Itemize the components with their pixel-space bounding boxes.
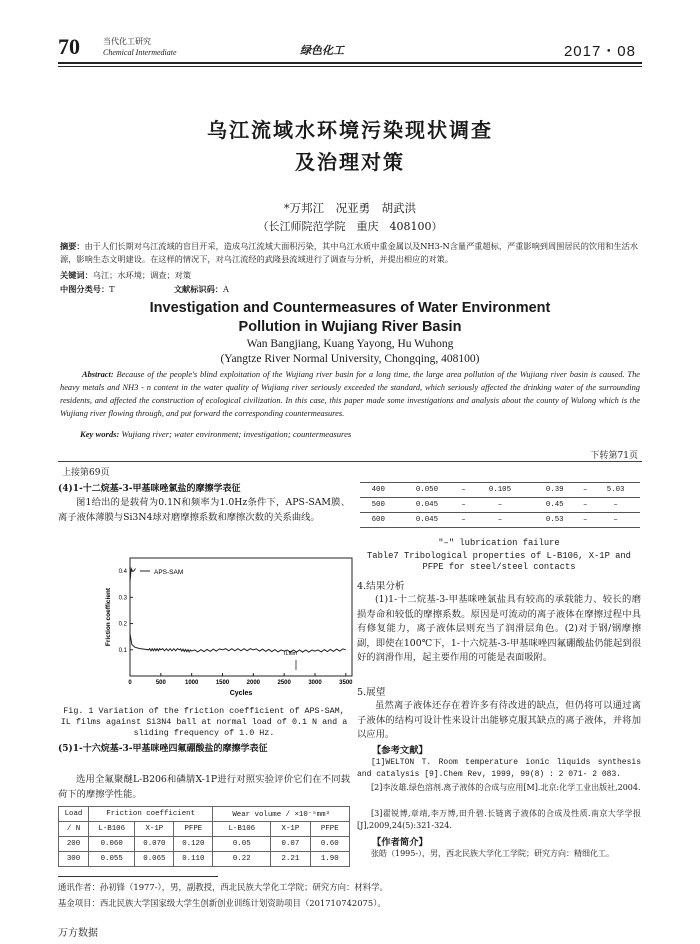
cell: – <box>470 513 531 528</box>
cell: 0.05 <box>213 837 271 852</box>
author-bio-heading: 【作者简介】 <box>372 837 428 848</box>
cell: 2.21 <box>271 852 310 867</box>
cell: 0.055 <box>89 852 135 867</box>
cell-friction-header: Friction coefficient <box>89 807 213 822</box>
abstract-en <box>60 368 640 420</box>
cell: 0.110 <box>174 852 213 867</box>
abstract-en-label: Abstract: <box>82 370 114 379</box>
page-number: 70 <box>58 34 80 59</box>
cell-sub: PFPE <box>310 822 349 837</box>
cell: 1.90 <box>310 852 349 867</box>
class-value: T <box>109 284 115 294</box>
doc-value: A <box>222 284 229 294</box>
title-en-line2: Pollution in Wujiang River Basin <box>238 319 462 335</box>
continued-next-note: 下转第71页 <box>590 451 638 461</box>
table-row <box>360 498 640 513</box>
cell-sub: L-B106 <box>89 822 135 837</box>
keywords-en-label: Key words: <box>80 429 120 439</box>
cell: – <box>457 513 469 528</box>
cell: 0.60 <box>310 837 349 852</box>
affiliation-en: (Yangtze River Normal University, Chongqing, 408100) <box>220 353 480 365</box>
cell-sub: X-1P <box>271 822 310 837</box>
journal-name-en: Chemical Intermediate <box>103 48 177 57</box>
class-label: 中图分类号： <box>60 284 110 294</box>
cell: 0.050 <box>397 483 458 498</box>
y-tick-label: 0.1 <box>118 647 127 654</box>
keywords-en <box>80 429 351 439</box>
source-watermark: 万方数据 <box>58 928 98 939</box>
x-tick-label: 0 <box>128 680 132 686</box>
cell: 0.045 <box>397 513 458 528</box>
continued-prev-note: 上接第69页 <box>62 468 110 478</box>
cell: 400 <box>360 483 397 498</box>
cell: 5.03 <box>591 483 640 498</box>
cell: 200 <box>59 837 89 852</box>
journal-name-cn: 当代化工研究 <box>103 37 151 46</box>
cell: – <box>579 513 591 528</box>
heading-5: (5)1-十六烷基-3-甲基咪唑四氟硼酸盐的摩擦学表征 <box>58 744 268 754</box>
cell: 600 <box>360 513 397 528</box>
abstract-cn <box>60 240 640 266</box>
x-tick-label: 3500 <box>339 680 353 686</box>
keywords-cn <box>60 270 191 281</box>
table-row <box>360 513 640 528</box>
cell: – <box>591 498 640 513</box>
x-tick-label: 3000 <box>308 680 322 686</box>
cell-sub: X-1P <box>135 822 174 837</box>
cell: – <box>591 513 640 528</box>
cell: 0.105 <box>470 483 531 498</box>
results-paragraph: (1)1-十二烷基-3-甲基咪唑氯盐具有较高的承载能力、较长的磨损寿命和较低的摩擦系数。原因是可流动的离子液体在摩擦过程中具有修复能力，离子液体层则充当了润滑层角色。(2)对于钢/钢摩擦副，即使在100℃下，1-十六烷基-3-甲基咪唑四氟硼酸盐仍能起到很好的润滑作用，起主要作用的可能是表面吸附。 <box>357 594 641 663</box>
fund-project: 基金项目：西北民族大学国家级大学生创新创业训练计划资助项目（201710742075）。 <box>58 898 386 908</box>
corresponding-author: 通讯作者：孙初锋（1977-），男，副教授，西北民族大学化工学院；研究方向：材料学。 <box>58 882 388 892</box>
cell-unit: / N <box>59 822 89 837</box>
header-rule <box>58 62 642 64</box>
reference-2: [2]李汝雄.绿色溶剂.离子液体的合成与应用[M].北京:化学工业出版社,2004. <box>371 783 641 792</box>
cell: 0.39 <box>530 483 579 498</box>
cell: 0.45 <box>530 498 579 513</box>
y-tick-label: 0.3 <box>118 595 127 602</box>
section-divider <box>58 461 642 462</box>
table-row <box>360 483 640 498</box>
cell: 0.070 <box>135 837 174 852</box>
reference-1: [1]WELTON T. Room temperature ionic liquids synthesis and catalysis [9].Chem Rev, 1999, 99(8) : 2 071- 2 083. <box>357 758 641 779</box>
cell-load: Load <box>59 807 89 822</box>
title-en-line1: Investigation and Countermeasures of Water Environment <box>149 300 551 316</box>
cell-sub: PFPE <box>174 822 213 837</box>
authors-cn: *万邦江 况亚勇 胡武洪 <box>283 201 417 215</box>
section-4-heading: 4.结果分析 <box>357 581 405 592</box>
cell: 0.065 <box>135 852 174 867</box>
figure-caption: Fig. 1 Variation of the friction coefficient of APS-SAM, IL films against Si3N4 ball at normal load of 0.1 N and a sliding frequency of 1.0 Hz. <box>60 706 348 738</box>
cell: 300 <box>59 852 89 867</box>
cell: – <box>579 498 591 513</box>
authors-en: Wan Bangjiang, Kuang Yayong, Hu Wuhong <box>246 338 454 350</box>
x-axis-label: Cycles <box>229 690 253 697</box>
x-tick-label: 500 <box>155 680 166 686</box>
reference-3: [3]翟锐博,章靖,李万博,田升碧.长链离子液体的合成及性质.南京大学学报[J],2009,24(5):321-324. <box>357 809 641 830</box>
author-bio: 张皓（1995-），男，西北民族大学化工学院；研究方向：精细化工。 <box>371 849 615 858</box>
doc-label: 文献标识码： <box>173 284 223 294</box>
keywords-cn-text: 乌江；水环境；调查；对策 <box>92 270 192 280</box>
title-cn-line1: 乌江流域水环境污染现状调查 <box>207 118 493 142</box>
affiliation-cn: （长江师院范学院 重庆 408100） <box>257 220 443 233</box>
keywords-en-text: Wujiang river; water environment; investigation; countermeasures <box>121 429 352 439</box>
keywords-cn-label: 关键词： <box>60 270 93 280</box>
paragraph-5: 选用全氟聚醚L-B206和磷腈X-1P进行对照实验评价它们在不同载荷下的摩擦学性能。 <box>58 774 350 800</box>
title-cn-line2: 及治理对策 <box>295 150 405 174</box>
table-note: "–" lubrication failure <box>438 538 560 548</box>
footnote-rule <box>58 876 218 877</box>
cell: – <box>579 483 591 498</box>
outlook-paragraph: 虽然离子液体还存在着许多有待改进的缺点，但仍将可以通过离子液体的结构可设计性来设计出能够克服其缺点的离子液体，并将加以应用。 <box>357 700 641 740</box>
references-heading: 【参考文献】 <box>372 745 428 756</box>
cell: 0.07 <box>271 837 310 852</box>
table-7-continued <box>360 482 640 528</box>
legend-aps-sam: APS-SAM <box>154 569 184 576</box>
section-title: 绿色化工 <box>300 44 344 57</box>
cell: 0.53 <box>530 513 579 528</box>
paragraph-4: 图1给出的是载荷为0.1N和频率为1.0Hz条件下，APS-SAM膜、离子液体薄膜与Si3N4球对磨摩擦系数和摩擦次数的关系曲线。 <box>58 497 350 523</box>
x-tick-label: 1000 <box>184 680 199 686</box>
heading-4: (4)1-十二烷基-3-甲基咪唑氯盐的摩擦学表征 <box>58 484 241 494</box>
issue-date: 2017・08 <box>563 43 636 60</box>
x-tick-label: 1500 <box>215 680 230 686</box>
cell: 500 <box>360 498 397 513</box>
abstract-en-text: Because of the people's blind exploitation of the Wujiang river basin for a long time, the large area pollution of the Wujiang river basin is caused. The heavy metals and NH3 - n content in the water quality of Wujiang river seriously exceeded the standard, which seriously affected the drinking water of the surrounding residents, and affected the construction of ecological civilization. In this case, this paper made some investigations and analysis about the county of Wulong which is the Wujiang river flowing through, and put forward the corresponding countermeasures. <box>60 370 640 418</box>
classification <box>60 284 229 295</box>
y-tick-label: 0.4 <box>118 569 127 576</box>
cell: 0.120 <box>174 837 213 852</box>
table-row <box>59 807 350 822</box>
cell: – <box>457 498 469 513</box>
table-7-caption: Table7 Tribological properties of L-B106, X-1P and PFPE for steel/steel contacts <box>367 551 631 572</box>
legend-ilfilm: ILfilm <box>284 651 298 657</box>
y-tick-label: 0.2 <box>118 621 127 628</box>
abstract-cn-text: 由于人们长期对乌江流域的盲目开采，造成乌江流域大面积污染，其中乌江水质中重金属以及NH3-N含量严重超标，严重影响到周围居民的饮用和生活水源，影响生态文明建设。在这样的情况下，对乌江流经的武隆县流域进行了调查与分析，并提出相应的对策。 <box>60 241 639 264</box>
cell: 0.22 <box>213 852 271 867</box>
friction-chart <box>100 548 362 698</box>
header-rule-thin <box>58 66 642 67</box>
cell-wear-header: Wear volume / ×10⁻⁵mm³ <box>213 807 350 822</box>
cell: – <box>457 483 469 498</box>
table-row <box>59 822 350 837</box>
table-6 <box>58 806 350 867</box>
cell: – <box>470 498 531 513</box>
table-row <box>59 852 350 867</box>
cell: 0.060 <box>89 837 135 852</box>
x-tick-label: 2500 <box>277 680 291 686</box>
cell-sub: L-B106 <box>213 822 271 837</box>
abstract-cn-label: 摘要： <box>60 241 85 251</box>
section-5-heading: 5.展望 <box>357 687 386 698</box>
x-tick-label: 2000 <box>246 680 261 686</box>
cell: 0.045 <box>397 498 458 513</box>
y-axis-label: Friction coefficient <box>105 587 112 647</box>
table-row <box>59 837 350 852</box>
